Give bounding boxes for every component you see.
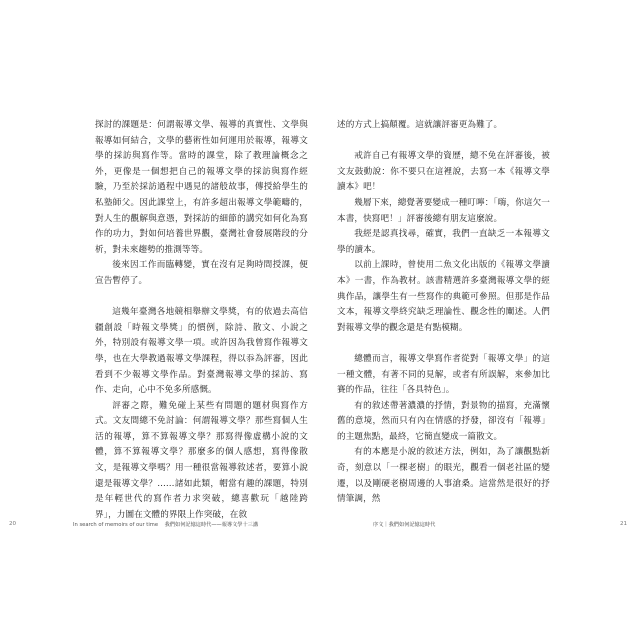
right-paragraph-3: 幾層下來，總覺著要變成一種叮嚀：「嗨，你這欠一本書，快寫吧！」評審後總有朋友這麼說。 (337, 197, 550, 224)
right-paragraph-7: 有的敘述帶著濃濃的抒情，對景物的描寫，充滿懷舊的意境，然而只有內在情感的抒發，卻沒有「報導」的主題焦點，最終，它簡直變成一篇散文。 (337, 400, 550, 442)
running-head-chinese: 我們如何記憶這時代——報導文學十三講 (164, 522, 259, 528)
section-gap (95, 290, 308, 306)
page-number-left: 20 (9, 521, 17, 527)
left-paragraph-2: 後來因工作而臨轉變，實在沒有足夠時間授課，便宣告暫停了。 (95, 260, 308, 286)
left-page (95, 118, 308, 523)
running-head-preface: 序文｜我們如何記憶這時代 (373, 522, 436, 528)
right-paragraph-2: 戒許自己有報導文學的資歷，總不免在評審後，被文友鼓動說：你不要只在這裡說，去寫一本《報導文學讀本》吧！ (337, 151, 550, 193)
running-head-right (373, 521, 435, 528)
right-paragraph-8: 有的本應是小說的敘述方法，例如，為了讓觀點新奇，刻意以「一棵老樹」的眼光，觀看一個老社區的變遷，以及剛硬老樹周邊的人事滄桑。這當然是很好的抒情筆調，然 (337, 447, 550, 505)
running-head-english: In search of memoirs of our time (73, 522, 159, 528)
right-paragraph-4: 我經是認真找尋，確實，我們一直缺乏一本報導文學的讀本。 (337, 229, 550, 255)
running-head-left (73, 521, 258, 528)
right-paragraph-5: 以前上課時，曾使用二魚文化出版的《報導文學讀本》一書，作為教材。該書精選許多臺灣報導文學的經典作品，讓學生有一些寫作的典範可參照。但那是作品文本，報導文學終究缺乏理論性、觀念性的闡述。人們對報導文學的觀念還是有點模糊。 (337, 260, 550, 333)
section-gap (337, 134, 550, 150)
page-number-right: 21 (620, 521, 628, 527)
section-gap (337, 336, 550, 352)
left-paragraph-4: 評審之際，難免碰上某些有問題的題材與寫作方式。文友間總不免討論：何謂報導文學？那些寫個人生活的報導，算不算報導文學？那寫得像虛構小說的文體，算不算報導文學？那麼多的個人感想，寫得像散文，是報導文學嗎？用一種很當報導敘述者，要算小說還是報導文學？……諸如此類，帽當有趣的課題，特別是年輕世代的寫作者力求突破，總喜歡玩「越陸跨界」，力圖在文體的界限上作突破，在敘 (95, 400, 308, 520)
left-paragraph-1: 探討的課題是：何謂報導文學、報導的真實性、文學與報導如何結合，文學的藝術性如何運用於報導，報導文學的採訪與寫作等。當時的課堂，除了教理論概念之外，更像是一個想把自己的報導文學的採訪與寫作經驗，乃至於採訪過程中遇見的諸般故事，傳授給學生的私塾師父。因此課堂上，有許多超出報導文學範疇的，對人生的觀解與意憑，對採訪的細節的講究如何化為寫作的功力，對如何培養世界觀，臺灣社會發展階段的分析，對未來趨勢的推測等等。 (95, 120, 308, 255)
right-paragraph-6: 總體而言，報導文學寫作者從對「報導文學」的這一種文體，有著不同的見解，或者有所誤解，來參加比賽的作品，往往「各具特色」。 (337, 353, 550, 396)
right-page (337, 118, 550, 508)
right-paragraph-1: 述的方式上搞顛覆。這就讓評審更為難了。 (337, 120, 503, 130)
left-paragraph-3: 這幾年臺灣各地競相舉辦文學獎，有的依過去高信疆創設「時報文學獎」的慣例，除詩、散文、小說之外，特別設有報導文學一項。或許因為我曾寫作報導文學，也在大學教過報導文學課程，得以忝為評審，因此看到不少報導文學作品。對臺灣報導文學的採訪、寫作、走向，心中不免多所感慨。 (95, 307, 308, 396)
